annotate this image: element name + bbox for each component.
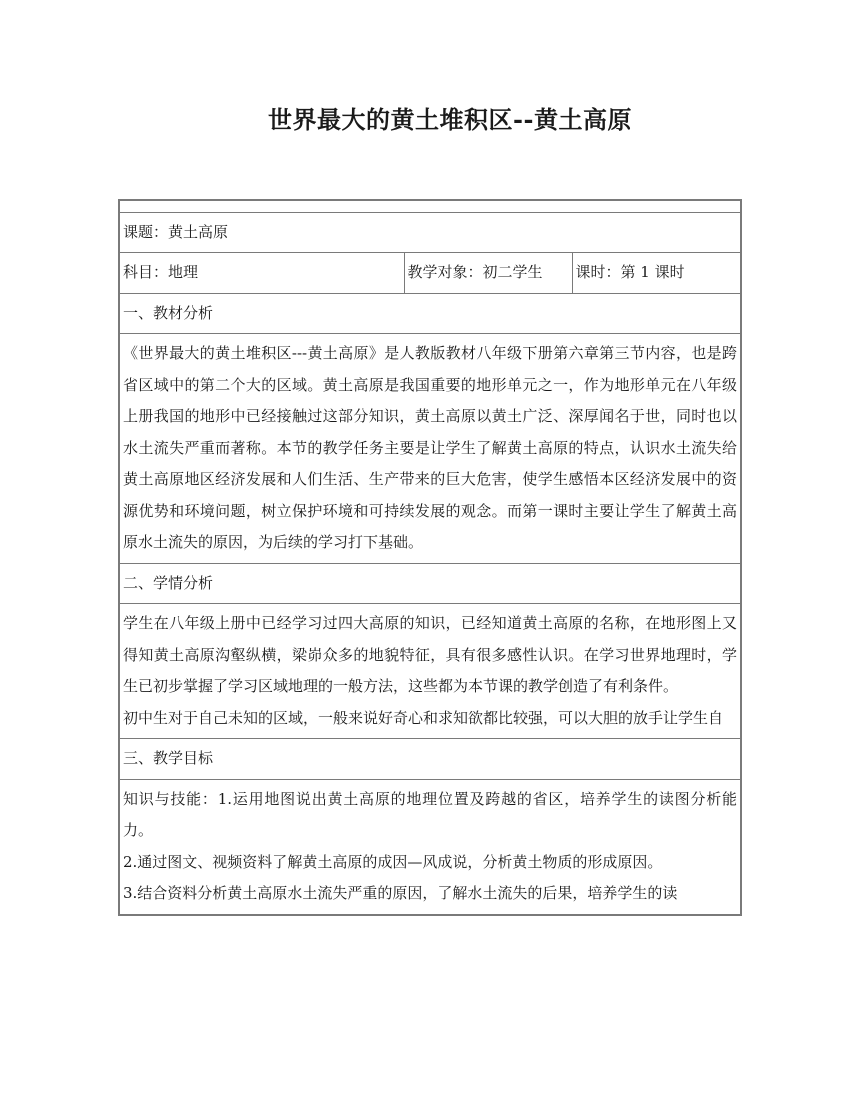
paragraph: 2.通过图文、视频资料了解黄土高原的成因—风成说，分析黄土物质的形成原因。 (123, 852, 663, 871)
section-body-textbook-analysis (119, 334, 741, 564)
paragraph: 知识与技能：1.运用地图说出黄土高原的地理位置及跨越的省区，培养学生的读图分析能力。 (123, 789, 738, 839)
section-body-row (119, 334, 741, 564)
section-heading-row (119, 739, 741, 780)
section-body-row (119, 779, 741, 915)
section-body-row (119, 604, 741, 739)
audience-cell: 教学对象：初二学生 (404, 253, 572, 294)
paragraph: 学生在八年级上册中已经学习过四大高原的知识，已经知道黄土高原的名称，在地形图上又得知黄土高原沟壑纵横，梁峁众多的地貌特征，具有很多感性认识。在学习世界地理时，学生已初步掌握了学习区域地理的一般方法，这些都为本节课的教学创造了有利条件。 (123, 614, 738, 695)
course-title-row (119, 212, 741, 253)
subject-cell: 科目：地理 (119, 253, 404, 294)
section-heading-student-analysis: 二、学情分析 (119, 563, 741, 604)
section-heading-teaching-goals: 三、教学目标 (119, 739, 741, 780)
section-heading-textbook-analysis: 一、教材分析 (119, 293, 741, 334)
paragraph: 初中生对于自己未知的区域，一般来说好奇心和求知欲都比较强，可以大胆的放手让学生自 (123, 708, 724, 727)
section-body-student-analysis (119, 604, 741, 739)
paragraph: 3.结合资料分析黄土高原水土流失严重的原因，了解水土流失的后果，培养学生的读 (123, 884, 678, 902)
meta-row (119, 253, 741, 294)
table-spacer-row (119, 200, 741, 212)
period-cell: 课时：第 1 课时 (572, 253, 741, 294)
paragraph: 《世界最大的黄土堆积区---黄土高原》是人教版教材八年级下册第六章第三节内容，也是跨省区域中的第二个大的区域。黄土高原是我国重要的地形单元之一，作为地形单元在八年级上册我国的地形中已经接触过这部分知识，黄土高原以黄土广泛、深厚闻名于世，同时也以水土流失严重而著称。本节的教学任务主要是让学生了解黄土高原的特点，认识水土流失给黄土高原地区经济发展和人们生活、生产带来的巨大危害，使学生感悟本区经济发展中的资源优势和环境问题，树立保护环境和可持续发展的观念。而第一课时主要让学生了解黄土高原水土流失的原因，为后续的学习打下基础。 (123, 344, 738, 551)
section-heading-row (119, 563, 741, 604)
section-heading-row (119, 293, 741, 334)
lesson-plan-table (118, 199, 742, 916)
document-title: 世界最大的黄土堆积区--黄土高原 (268, 105, 632, 134)
course-title-cell: 课题：黄土高原 (119, 212, 741, 253)
table-spacer-cell (119, 200, 741, 212)
section-body-teaching-goals (119, 779, 741, 915)
